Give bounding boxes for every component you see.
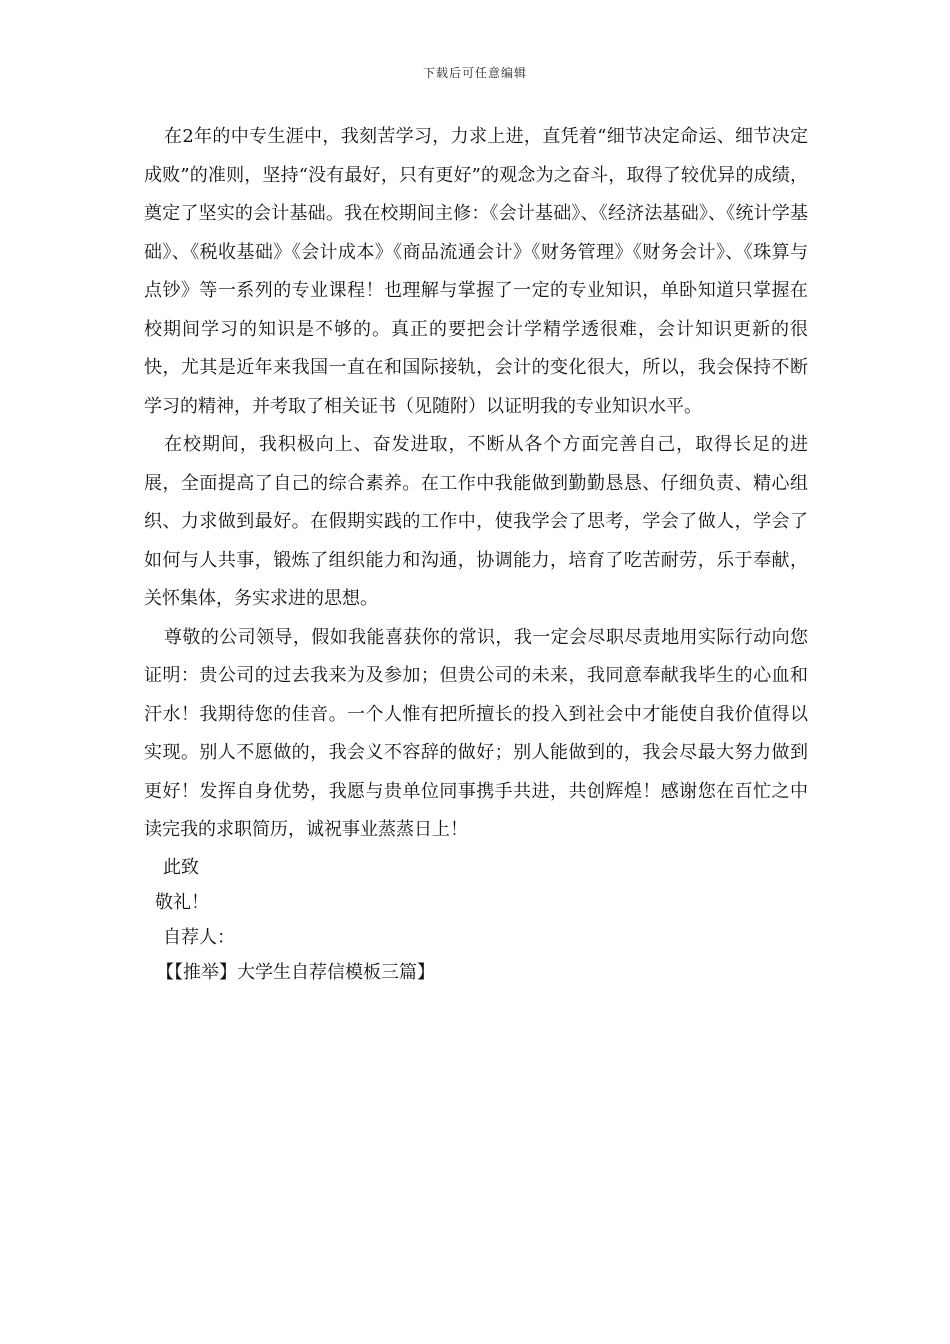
closing-regards: 敬礼！: [155, 891, 209, 913]
paragraph-appeal: 尊敬的公司领导，假如我能喜获你的常识，我一定会尽职尽责地用实际行动向您证明：贵公司的过去我来为及参加；但贵公司的未来，我同意奉献我毕生的心血和汗水！我期待您的佳音。一个人惟有把所擅长的投入到社会中才能使自我价值得以实现。别人不愿做的，我会义不容辞的做好；别人能做到的，我会尽最大努力做到更好！发挥自身优势，我愿与贵单位同事携手共进，共创辉煌！感谢您在百忙之中读完我的求职简历，诚祝事业蒸蒸日上！: [144, 626, 808, 840]
next-article-title[interactable]: 【【推举】大学生自荐信模板三篇】: [156, 961, 435, 983]
letter-body: [144, 118, 808, 991]
closing-salutation: 此致: [163, 856, 199, 878]
signature-label: 自荐人：: [163, 926, 235, 948]
paragraph-education: 在2年的中专生涯中，我刻苦学习，力求上进，直凭着“细节决定命运、细节决定成败”的准则，坚持“没有最好，只有更好”的观念为之奋斗，取得了较优异的成绩，奠定了坚实的会计基础。我在校期间主修：《会计基础》、《经济法基础》、《统计学基础》、《税收基础》《会计成本》《商品流通会计》《财务管理》《财务会计》、《珠算与点钞》等一系列的专业课程！也理解与掌握了一定的专业知识，单卧知道只掌握在校期间学习的知识是不够的。真正的要把会计学精学透很难，会计知识更新的很快，尤其是近年来我国一直在和国际接轨，会计的变化很大，所以，我会保持不断学习的精神，并考取了相关证书（见随附）以证明我的专业知识水平。: [144, 126, 808, 417]
paragraph-campus: 在校期间，我积极向上、奋发进取，不断从各个方面完善自己，取得长足的进展，全面提高了自己的综合素养。在工作中我能做到勤勤恳恳、仔细负责、精心组织、力求做到最好。在假期实践的工作中，使我学会了思考，学会了做人，学会了如何与人共事，锻炼了组织能力和沟通，协调能力，培育了吃苦耐劳，乐于奉献，关怀集体，务实求进的思想。: [144, 434, 808, 609]
page-header-note: 下载后可任意编辑: [422, 66, 527, 80]
